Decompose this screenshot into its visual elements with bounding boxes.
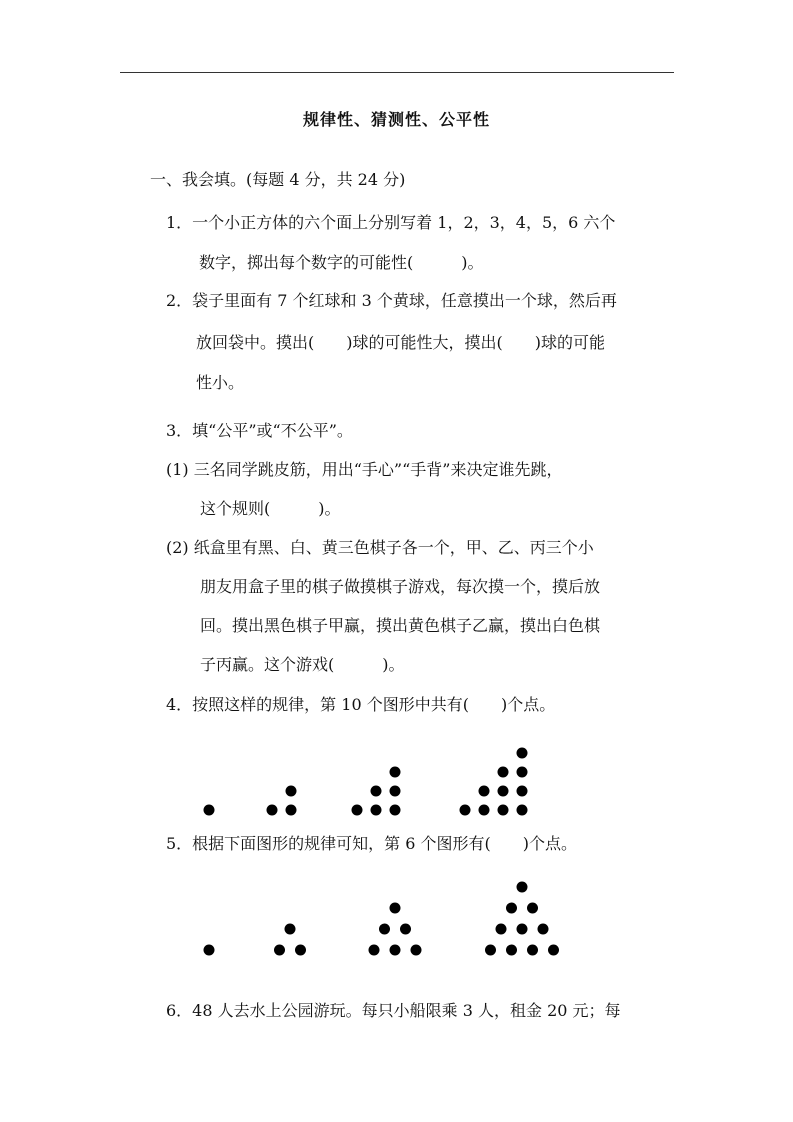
q5-fig3-dot <box>390 945 401 956</box>
q5-fig4-dot <box>485 945 496 956</box>
q4-fig4-dot <box>460 805 471 816</box>
q5-fig3-dot <box>400 924 411 935</box>
q4-fig4-dot <box>517 767 528 778</box>
q5-fig4-dot <box>517 882 528 893</box>
q2-line-2: 放回袋中。摸出( )球的可能性大，摸出( )球的可能 <box>196 333 605 352</box>
q5-text: 5．根据下面图形的规律可知，第 6 个图形有( )个点。 <box>166 834 578 853</box>
q4-fig3-dot <box>390 767 401 778</box>
q5-fig4-dot <box>538 924 549 935</box>
q1-line-2: 数字，掷出每个数字的可能性( )。 <box>199 253 484 272</box>
q5-fig4-dot <box>517 924 528 935</box>
q5-fig4-dot <box>527 945 538 956</box>
q4-fig3-dot <box>352 805 363 816</box>
q4-fig3-dot <box>390 786 401 797</box>
q3-sub1-line-2: 这个规则( )。 <box>200 499 341 518</box>
q4-fig4-dot <box>498 805 509 816</box>
q3-sub1-line-1: (1) 三名同学跳皮筋，用出“手心”“手背”来决定谁先跳， <box>166 460 563 479</box>
q5-fig1-dot <box>204 945 215 956</box>
q4-fig2-dot <box>286 805 297 816</box>
section-heading: 一、我会填。(每题 4 分，共 24 分) <box>150 170 406 189</box>
q3-sub2-line-3: 回。摸出黑色棋子甲赢，摸出黄色棋子乙赢，摸出白色棋 <box>200 616 601 635</box>
q3-sub2-line-2: 朋友用盒子里的棋子做摸棋子游戏，每次摸一个，摸后放 <box>200 577 601 596</box>
q4-fig4-dot <box>517 786 528 797</box>
q4-fig4-dot <box>479 805 490 816</box>
q5-fig3-dot <box>411 945 422 956</box>
q4-fig4-dot <box>498 786 509 797</box>
q5-fig3-dot <box>369 945 380 956</box>
q5-fig3-dot <box>390 903 401 914</box>
q5-fig4-dot <box>527 903 538 914</box>
q4-fig4-dot <box>498 767 509 778</box>
header-rule <box>120 72 674 73</box>
q5-fig4-dot <box>548 945 559 956</box>
q5-fig2-dot <box>295 945 306 956</box>
q6-text: 6．48 人去水上公园游玩。每只小船限乘 3 人，租金 20 元；每 <box>166 1001 621 1020</box>
q4-fig3-dot <box>371 786 382 797</box>
q4-fig3-dot <box>390 805 401 816</box>
q5-fig3-dot <box>379 924 390 935</box>
q4-fig1-dot <box>204 805 215 816</box>
q3-line-1: 3．填“公平”或“不公平”。 <box>166 421 353 440</box>
q5-fig4-dot <box>506 945 517 956</box>
q5-fig2-dot <box>274 945 285 956</box>
q5-fig4-dot <box>496 924 507 935</box>
q1-line-1: 1．一个小正方体的六个面上分别写着 1，2，3，4，5，6 六个 <box>166 213 616 232</box>
q3-sub2-line-4: 子丙赢。这个游戏( )。 <box>200 655 405 674</box>
q4-fig4-dot <box>517 805 528 816</box>
q5-fig4-dot <box>506 903 517 914</box>
q4-fig3-dot <box>371 805 382 816</box>
q2-line-3: 性小。 <box>196 373 245 392</box>
q4-fig4-dot <box>479 786 490 797</box>
q4-fig2-dot <box>286 786 297 797</box>
q4-fig2-dot <box>267 805 278 816</box>
q2-line-1: 2．袋子里面有 7 个红球和 3 个黄球，任意摸出一个球，然后再 <box>166 291 617 310</box>
q4-text: 4．按照这样的规律，第 10 个图形中共有( )个点。 <box>166 695 556 714</box>
q3-sub2-line-1: (2) 纸盒里有黑、白、黄三色棋子各一个，甲、乙、丙三个小 <box>166 538 594 557</box>
q4-fig4-dot <box>517 748 528 759</box>
q5-fig2-dot <box>285 924 296 935</box>
page-title: 规律性、猜测性、公平性 <box>302 110 490 129</box>
